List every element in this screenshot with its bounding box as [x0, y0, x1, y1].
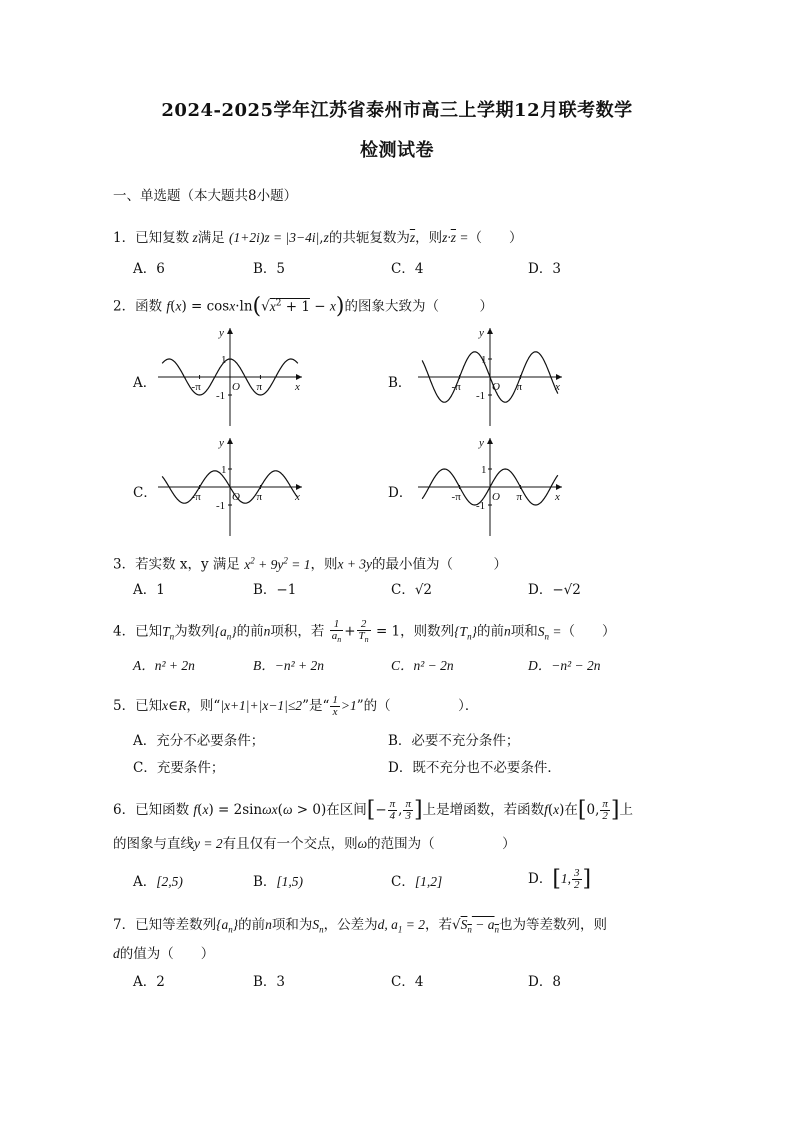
- graph-c-label[interactable]: C．: [133, 485, 157, 501]
- x-axis-arrow: [556, 484, 562, 490]
- tick-label-neg-1: -1: [476, 500, 486, 512]
- origin-label: O: [232, 381, 240, 393]
- question-number: 7．: [113, 917, 136, 933]
- question-2: 2．函数 $f(x) = \cos x\cdot\ln(√x^2 + 1 - x)$的图象大致为（ ）: [113, 294, 493, 319]
- tick-label-1: 1: [221, 464, 227, 476]
- y-axis-label: y: [479, 327, 484, 339]
- question-4: 4．已知$T_n$为数列$\{a_n\}$的前n项积，若 $\frac{1}{a_n}$ + $\frac{2}{T_n}$ = 1，则数列$\{T_n\}$的前n项和$S_n$ =（ ）: [113, 618, 616, 645]
- section-heading: 一、单选题（本大题共8小题）: [113, 188, 298, 204]
- y-axis-arrow: [487, 328, 493, 334]
- q6-option-d[interactable]: D．[1, $\frac{3}{2}$ ]: [528, 866, 592, 892]
- question-number: 2．: [113, 298, 136, 315]
- graph-b-label[interactable]: B．: [388, 375, 412, 391]
- question-6-line-2: 的图象与直线y = 2有且仅有一个交点，则ω的范围为（ ）: [113, 836, 516, 852]
- tick-label-neg-pi: -π: [191, 491, 201, 503]
- formula: $x^2 + 9y^2 = 1$: [244, 555, 311, 572]
- q7-option-c[interactable]: C．4: [391, 974, 424, 990]
- origin-label: O: [492, 491, 500, 503]
- formula: f: [166, 298, 171, 314]
- graph-d[interactable]: [410, 432, 570, 542]
- tick-label-1: 1: [481, 354, 487, 366]
- q1-option-c[interactable]: C．4: [391, 261, 424, 277]
- x-axis-arrow: [556, 374, 562, 380]
- q1-option-d[interactable]: D．3: [528, 261, 561, 277]
- question-number: 5．: [113, 698, 136, 714]
- y-axis-arrow: [227, 438, 233, 444]
- x-axis-arrow: [296, 374, 302, 380]
- q4-option-a[interactable]: A．n² + 2n: [133, 658, 195, 673]
- q6-option-b[interactable]: B．[1,5): [253, 874, 304, 890]
- q3-option-c[interactable]: C．√2: [391, 582, 433, 598]
- x-axis-label: x: [555, 491, 560, 503]
- q7-option-b[interactable]: B．3: [253, 974, 286, 990]
- question-number: 4．: [113, 623, 136, 640]
- x-axis-label: x: [555, 381, 560, 393]
- q7-option-d[interactable]: D．8: [528, 974, 561, 990]
- formula: (1+2i)z = |3−4i|: [229, 230, 320, 245]
- question-7: 7．已知等差数列$\{a_n\}$的前n项和为$S_n$，公差为d, $a_1 = 2$，若$√S_n - a_n$也为等差数列，则: [113, 917, 608, 935]
- x-axis-label: x: [295, 381, 300, 393]
- question-number: 6．: [113, 802, 136, 818]
- q6-option-c[interactable]: C．[1,2]: [391, 874, 443, 890]
- q3-option-b[interactable]: B．−1: [253, 582, 297, 598]
- tick-label-1: 1: [481, 464, 487, 476]
- x-axis-arrow: [296, 484, 302, 490]
- q4-option-d[interactable]: D．−n² − 2n: [528, 658, 601, 673]
- question-1: 1．已知复数 z满足 (1+2i)z = |3−4i|,z的共轭复数为$\overline{z}$，则$z\cdot\overline{z}$ =（ ）: [113, 230, 523, 246]
- tick-label-neg-1: -1: [216, 390, 226, 402]
- title-line-1: 2024-2025学年江苏省泰州市高三上学期12月联考数学: [161, 100, 633, 121]
- graph-b[interactable]: [410, 322, 570, 432]
- question-6: 6．已知函数 f(x) = 2sinωx(ω > 0)在区间[− $\frac{\pi}{4}$ , $\frac{\pi}{3}$ ]上是增函数，若函数f(x)在[0, $\frac{\pi}{2}$ ]上: [113, 797, 633, 823]
- question-3: 3．若实数 x，y 满足 $x^2 + 9y^2 = 1$，则x + 3y的最小值为（ ）: [113, 555, 508, 573]
- q6-option-a[interactable]: A．[2,5): [133, 874, 183, 890]
- q5-option-c[interactable]: C．充要条件；: [133, 760, 225, 776]
- y-axis-label: y: [219, 327, 224, 339]
- tick-label-neg-pi: -π: [451, 491, 461, 503]
- graph-d-label[interactable]: D．: [388, 485, 413, 501]
- origin-label: O: [232, 491, 240, 503]
- origin-label: O: [492, 381, 500, 393]
- q7-option-a[interactable]: A．2: [133, 974, 165, 990]
- y-axis-label: y: [479, 437, 484, 449]
- tick-label-pi: π: [516, 491, 523, 503]
- graph-a[interactable]: [150, 322, 310, 432]
- q5-option-a[interactable]: A．充分不必要条件；: [133, 733, 265, 749]
- q1-option-a[interactable]: A．6: [133, 261, 165, 277]
- tick-label-neg-pi: -π: [191, 381, 201, 393]
- question-number: 3．: [113, 556, 136, 573]
- tick-label-pi: π: [516, 381, 523, 393]
- question-7-line-2: d的值为（ ）: [113, 946, 215, 962]
- title-line-2: 检测试卷: [360, 140, 434, 161]
- y-axis-arrow: [487, 438, 493, 444]
- q3-option-a[interactable]: A．1: [133, 582, 165, 598]
- tick-label-neg-1: -1: [216, 500, 226, 512]
- tick-label-neg-1: -1: [476, 390, 486, 402]
- tick-label-1: 1: [221, 354, 227, 366]
- q1-option-b[interactable]: B．5: [253, 261, 286, 277]
- graph-a-label[interactable]: A．: [133, 375, 157, 391]
- y-axis-arrow: [227, 328, 233, 334]
- tick-label-pi: π: [256, 381, 263, 393]
- q5-option-b[interactable]: B．必要不充分条件；: [388, 733, 520, 749]
- q5-option-d[interactable]: D．既不充分也不必要条件．: [388, 760, 561, 776]
- y-axis-label: y: [219, 437, 224, 449]
- q4-option-b[interactable]: B．−n² + 2n: [253, 658, 325, 673]
- tick-label-pi: π: [256, 491, 263, 503]
- question-5: 5．已知x∈R，则“|x+1|+|x−1|≤2”是“ $\frac{1}{x}$ >1”的（ ）．: [113, 694, 479, 718]
- q3-option-d[interactable]: D．−√2: [528, 582, 581, 598]
- x-axis-label: x: [295, 491, 300, 503]
- question-number: 1．: [113, 230, 136, 246]
- q4-option-c[interactable]: C．n² − 2n: [391, 658, 454, 673]
- graph-c[interactable]: [150, 432, 310, 542]
- tick-label-neg-pi: -π: [451, 381, 461, 393]
